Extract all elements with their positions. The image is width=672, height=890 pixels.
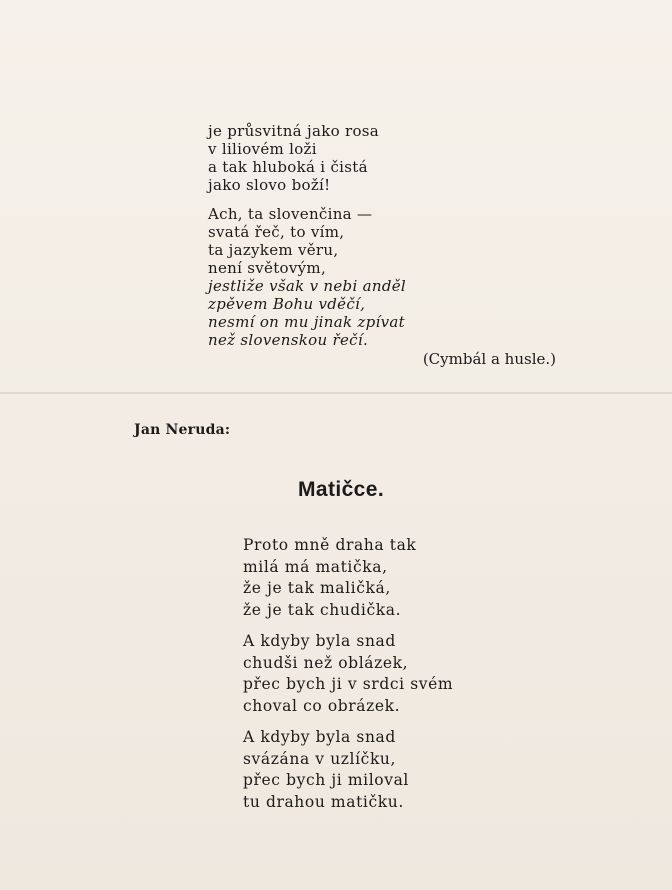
poem2-stanza-3 — [243, 727, 409, 813]
poem-line: svatá řeč, to vím, — [208, 223, 345, 241]
poem-line: ta jazykem věru, — [208, 241, 339, 259]
poem-line: Proto mně draha tak — [243, 536, 417, 554]
poem-line: přec bych ji v srdci svém — [243, 675, 454, 693]
poem-line: že je tak maličká, — [243, 579, 391, 597]
poem-line: přec bych ji miloval — [243, 771, 409, 789]
poem-line: tu drahou matičku. — [243, 792, 404, 811]
poem-line: svázána v uzlíčku, — [243, 749, 397, 768]
poem2-stanza-1 — [243, 535, 416, 621]
poem-line-italic: než slovenskou řečí. — [208, 331, 369, 349]
poem-line: choval co obrázek. — [243, 696, 401, 715]
poem-title: Matičce. — [298, 478, 385, 501]
poem2-stanza-2 — [243, 631, 453, 717]
poem-line: A kdyby byla snad — [243, 728, 396, 746]
poem-line-italic: zpěvem Bohu vděčí, — [208, 295, 366, 313]
poem1-stanza-1 — [208, 122, 379, 194]
poem-line: a tak hluboká i čistá — [208, 158, 368, 176]
poem-line: jako slovo boží! — [208, 176, 331, 194]
poem1-stanza-2 — [208, 205, 406, 349]
poem-line: není světovým, — [208, 259, 327, 277]
poem-line: v liliovém loži — [208, 140, 317, 158]
poem-line: je průsvitná jako rosa — [208, 122, 380, 140]
poem-line: A kdyby byla snad — [243, 632, 396, 650]
poem-attribution: (Cymbál a husle.) — [422, 350, 556, 368]
author-name: Jan Neruda: — [134, 422, 231, 438]
poem-line: milá má matička, — [243, 557, 388, 576]
poem-line-italic: nesmí on mu jinak zpívat — [208, 313, 405, 331]
poem-line: Ach, ta slovenčina — — [208, 205, 373, 223]
poem-line: že je tak chudička. — [243, 600, 402, 619]
page-fold — [0, 392, 672, 394]
poem-line-italic: jestliže však v nebi anděl — [208, 277, 406, 295]
poem-line: chudši než oblázek, — [243, 653, 409, 672]
